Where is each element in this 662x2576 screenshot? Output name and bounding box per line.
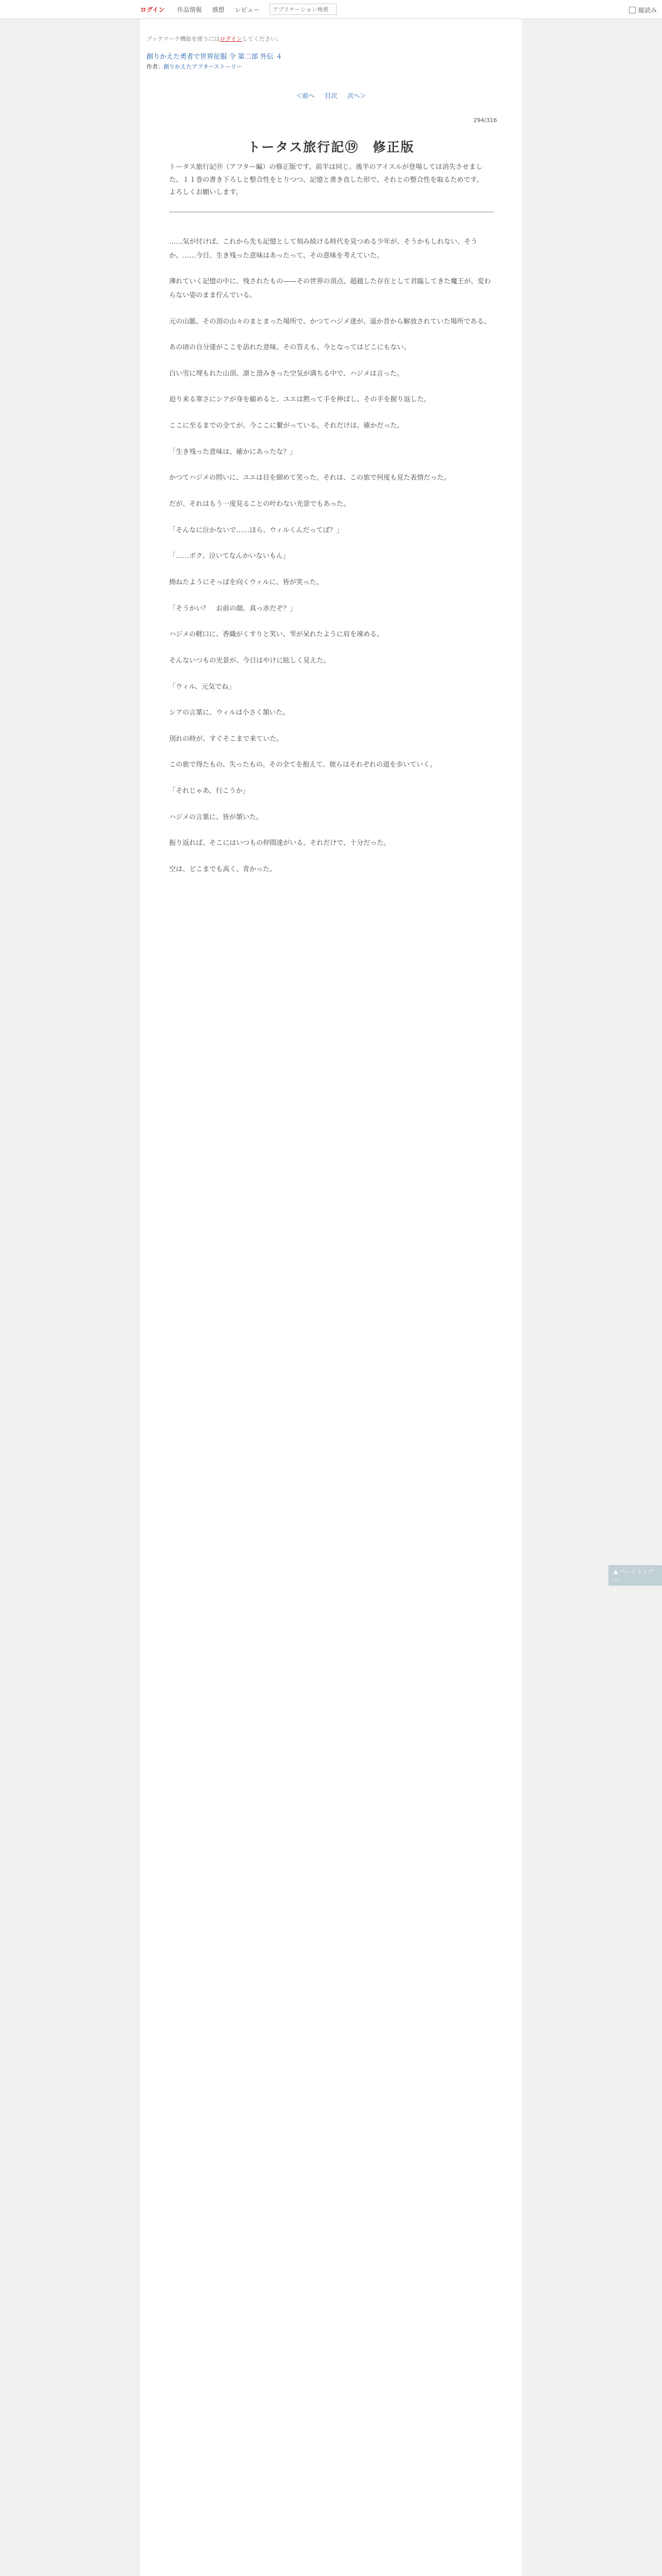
body-paragraph: ここに至るまでの全てが、今ここに繋がっている。それだけは、確かだった。 [169, 422, 404, 430]
nav-link-info[interactable]: 作品情報 [177, 6, 202, 13]
body-paragraph: かつてハジメの問いに、ユエは目を細めて笑った。それは、この旅で何度も見た表情だった。 [169, 474, 451, 482]
body-paragraph: そんないつもの光景が、今日はやけに眩しく見えた。 [169, 656, 330, 665]
body-paragraph: この旅で得たもの、失ったもの。その全てを抱えて、彼らはそれぞれの道を歩いていく。 [169, 761, 437, 769]
bookmark-notice-post: してください。 [242, 36, 282, 42]
site-header [0, 0, 662, 19]
author-link[interactable]: 創りかえたアフターストーリー [163, 63, 242, 70]
body-paragraph: 振り返れば、そこにはいつもの仲間達がいる。それだけで、十分だった。 [169, 839, 390, 848]
vertical-reading-link[interactable]: 縦読み [629, 6, 657, 14]
body-paragraph: シアの言葉に、ウィルは小さく頷いた。 [169, 709, 290, 717]
body-paragraph: ハジメの軽口に、香織がくすりと笑い、雫が呆れたように肩を竦める。 [169, 631, 384, 639]
novel-page [140, 19, 522, 2576]
body-paragraph: ハジメの言葉に、皆が頷いた。 [169, 813, 263, 821]
bookmark-notice [146, 35, 282, 43]
body-paragraph: あの頃の自分達がここを訪れた意味、その答えも、今となってはどこにもない。 [169, 344, 411, 352]
bookmark-notice-pre: ブックマーク機能を使うには [146, 36, 220, 42]
bookmark-login-link[interactable]: ログイン [220, 36, 242, 42]
search-input[interactable] [270, 4, 337, 15]
body-paragraph: 空は、どこまでも高く、青かった。 [169, 866, 276, 874]
chapter-nav-top [140, 91, 522, 100]
body-paragraph: 薄れていく記憶の中に、残されたもの——その世界の頂点、超越した存在として君臨してきた魔王が、変わらない姿のまま佇んでいる。 [169, 278, 491, 299]
body-paragraph: 迫り来る寒さにシアが身を縮めると、ユエは黙って手を伸ばし、その手を握り返した。 [169, 396, 431, 404]
prev-chapter-link[interactable]: ＜前へ [296, 92, 315, 99]
body-paragraph: 拗ねたようにそっぽを向くウィルに、皆が笑った。 [169, 578, 323, 586]
body-paragraph: 白い雪に埋もれた山頂、凛と澄みきった空気が満ちる中で、ハジメは言った。 [169, 369, 404, 378]
author-line [146, 62, 242, 71]
body-paragraph: ……気が付けば、これから先も記憶として刻み続ける時代を見つめる少年が、そうかもしれない、そうか。……今日、生き残った意味はあったって、その意味を考えていた。 [169, 238, 478, 260]
foreword: トータス旅行記⑲（アフター編）の修正版です。前半は同じ。後半のアイスルが登場しては消失させました。１１巻の書き下ろしと整合性をとりつつ、記憶と書き直した形で、それとの整合性を取るためです。よろしくお願いします。 [169, 163, 484, 197]
nav-link-review[interactable]: レビュー [235, 6, 260, 13]
body-paragraph: 元の山脈、その頂の山々のまとまった場所で、かつてハジメ達が、遥か昔から解放されていた場所である。 [169, 317, 491, 326]
nav-link-impressions[interactable]: 感想 [212, 6, 225, 13]
body-paragraph: 「それじゃあ、行こうか」 [169, 787, 250, 795]
page-top-button[interactable]: ▲ ページトップへ [608, 1565, 662, 1586]
series-title-link[interactable]: 創りかえた勇者で世界征服 令 第二部 外伝 ４ [146, 53, 283, 61]
body-paragraph: 「ウィル、元気でね」 [169, 683, 236, 691]
chapter-title: トータス旅行記⑲ 修正版 [247, 139, 415, 155]
header-nav [140, 0, 337, 19]
novel-body [169, 235, 495, 889]
body-paragraph: 「そうかい？ お前の顔、真っ赤だぞ？」 [169, 604, 297, 613]
author-prefix: 作者： [146, 63, 163, 70]
next-chapter-link[interactable]: 次へ＞ [347, 92, 366, 99]
login-link[interactable]: ログイン [140, 6, 165, 13]
chapter-number: 294/316 [473, 117, 497, 124]
body-paragraph: だが、それはもう一度見ることの叶わない光景でもあった。 [169, 500, 350, 509]
body-paragraph: 「……ボク、泣いてなんかいないもん」 [169, 552, 290, 561]
body-paragraph: 「そんなに泣かないで……ほら、ウィルくんだってば？」 [169, 526, 343, 534]
body-paragraph: 「生き残った意味は、確かにあったな？」 [169, 448, 296, 456]
index-link[interactable]: 目次 [324, 92, 337, 99]
body-paragraph: 別れの時が、すぐそこまで来ていた。 [169, 735, 284, 743]
